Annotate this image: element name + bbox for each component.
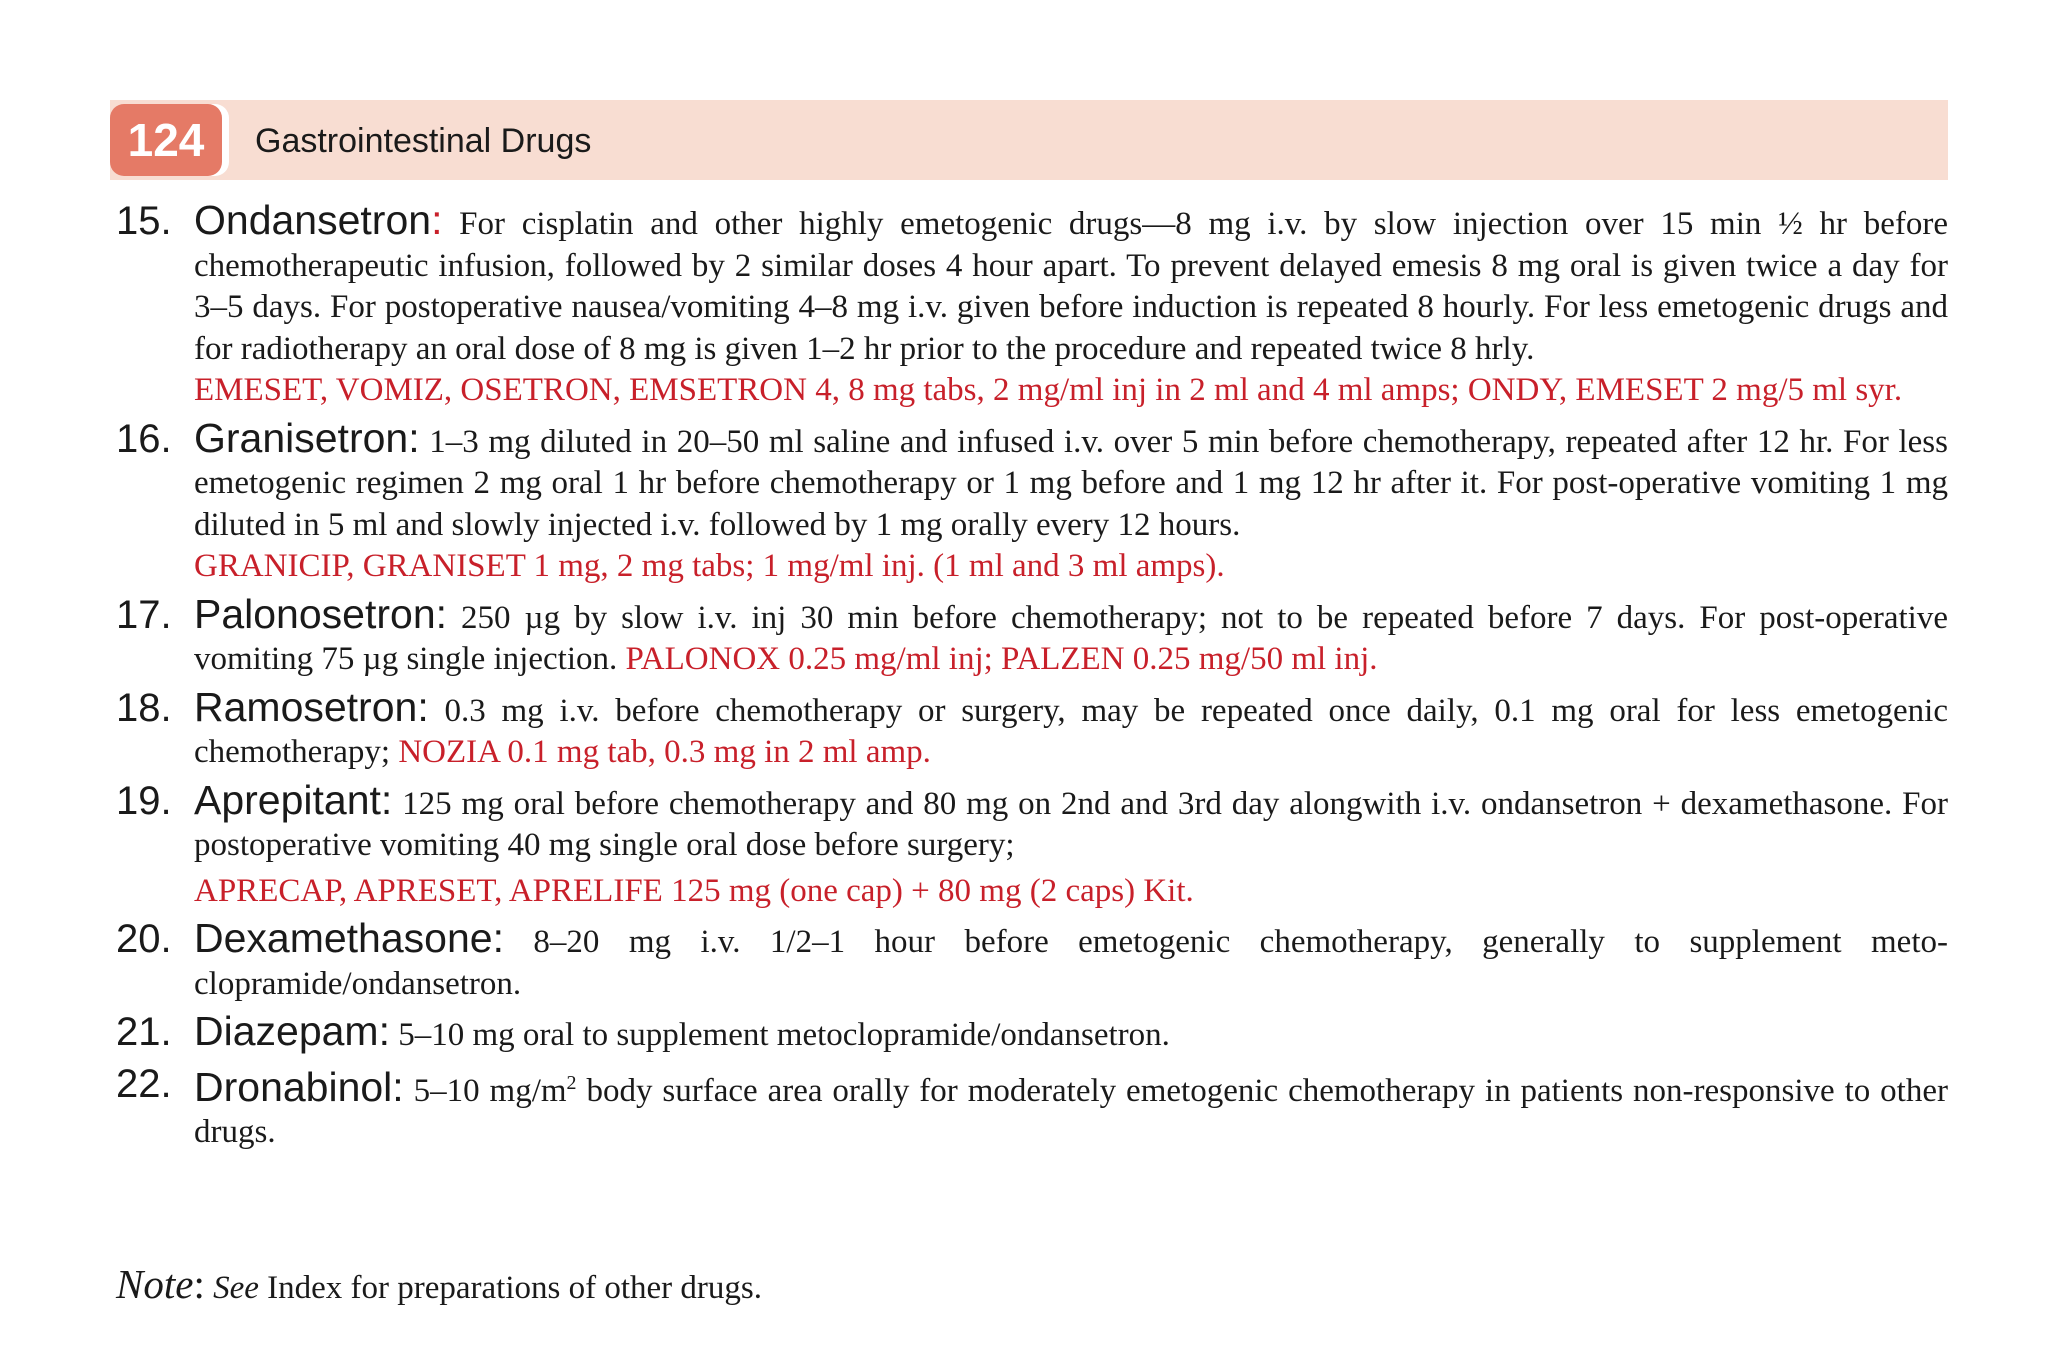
entry-number: 19. (116, 778, 172, 823)
dosage-text: 0.3 mg i.v. before chemotherapy or surgery, may be repeated once daily, 0.1 mg oral for less emetogenic chemotherapy; (194, 692, 1948, 770)
entry-body (194, 683, 1948, 774)
drug-name: Granisetron (194, 414, 409, 461)
note-label: Note (116, 1261, 194, 1307)
brand-preparations: NOZIA 0.1 mg tab, 0.3 mg in 2 ml amp. (398, 734, 931, 770)
brand-preparations: APRECAP, APRESET, APRELIFE 125 mg (one cap) + 80 mg (2 caps) Kit. (194, 872, 1194, 909)
entry-number: 17. (116, 592, 172, 637)
note-text: Index for preparations of other drugs. (258, 1270, 762, 1306)
entry-number: 18. (116, 685, 172, 730)
page-number-badge: 124 (110, 104, 222, 176)
drug-entry-ondansetron (116, 197, 1948, 412)
drug-name: Diazepam (194, 1008, 379, 1054)
note-colon: : (193, 1261, 205, 1307)
drug-name-separator: : (392, 1063, 404, 1110)
superscript: 2 (566, 1071, 577, 1094)
drug-name: Palonosetron (194, 590, 436, 637)
drug-name: Ramosetron (194, 683, 418, 730)
entry-number: 16. (116, 416, 172, 461)
entry-body (194, 1008, 1948, 1057)
drug-name: Dexamethasone (194, 915, 493, 961)
drug-name-separator: : (431, 197, 443, 243)
dosage-text: 8–20 mg i.v. 1/2–1 hour before emetogenic chemotherapy, generally to supplement meto-clopramide/ondansetron. (194, 924, 1948, 1002)
dosage-text: For cisplatin and other highly emetogenic drugs—8 mg i.v. by slow injection over 15 min ½ hr before chemotherapeutic infusion, followed by 2 similar doses 4 hour apart. To prevent delayed emesis 8 mg oral is given twice a day for 3–5 days. For postoperative nausea/vomiting 4–8 mg i.v. given before induction is repeated 8 hourly. For less emetogenic drugs and for radiotherapy an oral dose of 8 mg is given 1–2 hr prior to the procedure and repeated twice 8 hrly. (194, 206, 1948, 367)
dosage-text: 125 mg oral before chemotherapy and 80 mg on 2nd and 3rd day alongwith i.v. ondansetron + dexamethasone. For postoperative vomiting 40 mg single oral dose before surgery; (194, 785, 1948, 863)
section-title: Gastrointestinal Drugs (255, 122, 592, 160)
drug-entry-granisetron (116, 414, 1948, 588)
drug-name: Dronabinol (194, 1063, 393, 1110)
dosage-text: 5–10 mg oral to supplement metoclopramide/ondansetron. (390, 1017, 1170, 1053)
entry-number: 20. (116, 917, 172, 961)
drug-name: Ondansetron (194, 197, 432, 243)
entry-body (194, 590, 1948, 681)
entry-body (194, 197, 1948, 370)
brand-preparations: PALONOX 0.25 mg/ml inj; PALZEN 0.25 mg/50 ml inj. (625, 641, 1378, 677)
drug-entry-aprepitant (116, 776, 1948, 913)
dosage-text: 250 µg by slow i.v. inj 30 min before chemotherapy; not to be repeated before 7 days. For post-operative vomiting 75 µg single injection. (194, 599, 1948, 677)
drug-name-separator: : (435, 590, 448, 637)
drug-name-separator: : (408, 414, 420, 461)
dosage-text: 1–3 mg diluted in 20–50 ml saline and infused i.v. over 5 min before chemotherapy, repeated after 12 hr. For less emetogenic regimen 2 mg oral 1 hr before chemotherapy or 1 mg before and 1 mg 12 hr after it. For post-operative vomiting 1 mg diluted in 5 ml and slowly injected i.v. followed by 1 mg orally every 12 hours. (194, 423, 1948, 543)
drug-name: Aprepitant (194, 776, 381, 823)
drug-name-separator: : (492, 915, 504, 961)
drug-entry-palonosetron (116, 590, 1948, 681)
drug-name-separator: : (380, 776, 393, 823)
dosage-text: 5–10 mg/m (403, 1072, 567, 1109)
dosage-text-continued: body surface area orally for moderately emetogenic chemotherapy in patients non-responsive to other drugs. (194, 1072, 1948, 1150)
entry-number: 22. (116, 1061, 172, 1106)
drug-entry-dronabinol (116, 1063, 1948, 1154)
entry-body (194, 776, 1948, 867)
entry-body (194, 1063, 1948, 1154)
entry-number: 15. (116, 199, 172, 243)
entry-body (194, 915, 1948, 1005)
drug-list (116, 197, 1948, 1160)
drug-name-separator: : (417, 683, 429, 730)
entry-number: 21. (116, 1010, 172, 1054)
see-reference: See (213, 1270, 259, 1306)
footnote (116, 1262, 762, 1310)
brand-preparations: GRANICIP, GRANISET 1 mg, 2 mg tabs; 1 mg/ml inj. (1 ml and 3 ml amps). (194, 548, 1225, 584)
drug-name-separator: : (378, 1008, 390, 1054)
drug-entry-dexamethasone (116, 915, 1948, 1005)
brand-preparations: EMESET, VOMIZ, OSETRON, EMSETRON 4, 8 mg tabs, 2 mg/ml inj in 2 ml and 4 ml amps; ONDY, EMESET 2 mg/5 ml syr. (194, 372, 1903, 408)
entry-body (194, 414, 1948, 547)
drug-entry-diazepam (116, 1008, 1948, 1057)
drug-entry-ramosetron (116, 683, 1948, 774)
